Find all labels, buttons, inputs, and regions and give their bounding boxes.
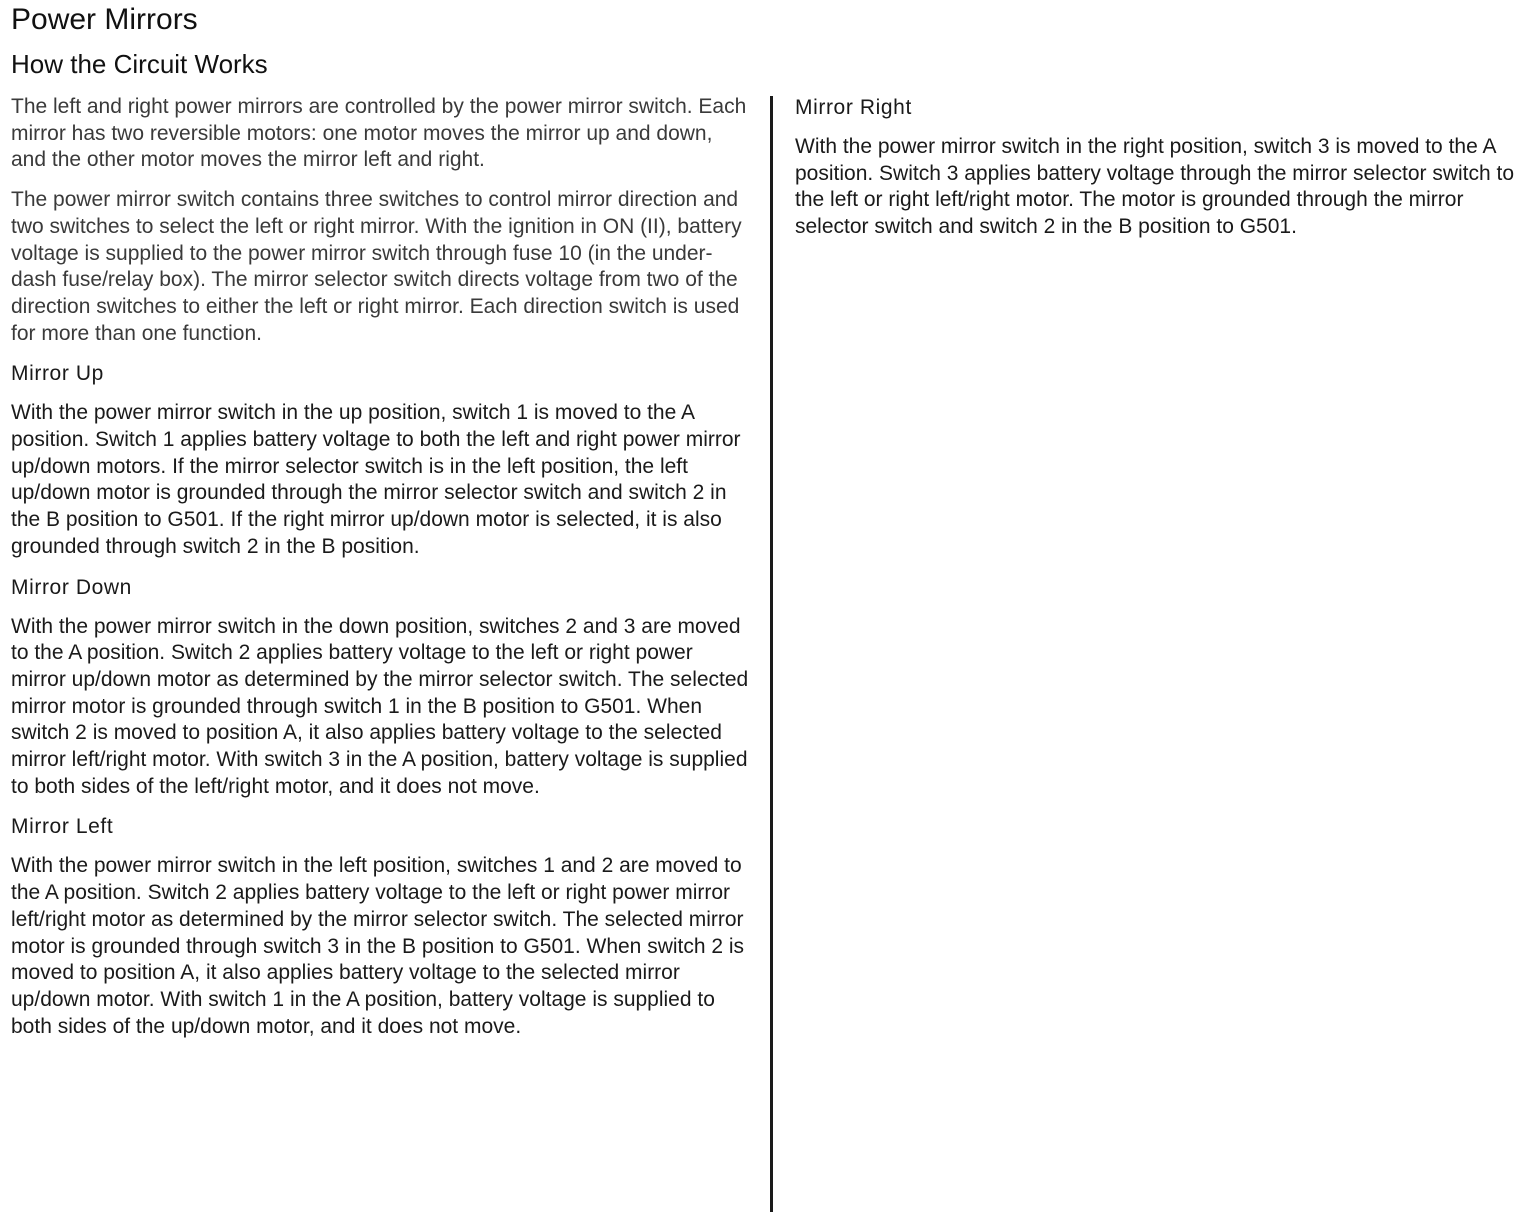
- page-title: Power Mirrors: [11, 3, 198, 36]
- mirror-right-paragraph: With the power mirror switch in the right position, switch 3 is moved to the A position. Switch 3 applies battery voltage through the mirror selector switch to the left or right left/right motor. The motor is grounded through the mirror selector switch and switch 2 in the B position to G501.: [795, 135, 1515, 239]
- mirror-left-heading: Mirror Left: [11, 815, 114, 839]
- mirror-down-paragraph: With the power mirror switch in the down position, switches 2 and 3 are moved to the A position. Switch 2 applies battery voltage to the left or right power mirror up/down motor as determined by the mirror selector switch. The selected mirror motor is grounded through switch 1 in the B position to G501. When switch 2 is moved to position A, it also applies battery voltage to the selected mirror left/right motor. With switch 3 in the A position, battery voltage is supplied to both sides of the left/right motor, and it does not move.: [11, 614, 749, 798]
- mirror-up-heading: Mirror Up: [11, 362, 104, 386]
- left-column: [11, 94, 753, 1053]
- intro-paragraph-1: The left and right power mirrors are controlled by the power mirror switch. Each mirror has two reversible motors: one motor moves the mirror up and down, and the other motor moves the mirror left and right.: [11, 95, 747, 172]
- section-title: How the Circuit Works: [11, 49, 268, 79]
- right-column: [795, 94, 1523, 254]
- mirror-up-paragraph: With the power mirror switch in the up position, switch 1 is moved to the A position. Switch 1 applies battery voltage to both the left and right power mirror up/down motors. If the mirror selector switch is in the left position, the left up/down motor is grounded through the mirror selector switch and switch 2 in the B position to G501. If the right mirror up/down motor is selected, it is also grounded through switch 2 in the B position.: [11, 401, 741, 558]
- mirror-left-paragraph: With the power mirror switch in the left position, switches 1 and 2 are moved to the A position. Switch 2 applies battery voltage to the left or right power mirror left/right motor as determined by the mirror selector switch. The selected mirror motor is grounded through switch 3 in the B position to G501. When switch 2 is moved to position A, it also applies battery voltage to the selected mirror up/down motor. With switch 1 in the A position, battery voltage is supplied to both sides of the up/down motor, and it does not move.: [11, 854, 745, 1038]
- mirror-right-heading: Mirror Right: [795, 96, 912, 119]
- mirror-down-heading: Mirror Down: [11, 575, 132, 599]
- intro-paragraph-2: The power mirror switch contains three switches to control mirror direction and two switches to select the left or right mirror. With the ignition in ON (II), battery voltage is supplied to the power mirror switch through fuse 10 (in the under-dash fuse/relay box). The mirror selector switch directs voltage from two of the direction switches to either the left or right mirror. Each direction switch is used for more than one function.: [11, 188, 742, 345]
- column-divider: [770, 96, 773, 1212]
